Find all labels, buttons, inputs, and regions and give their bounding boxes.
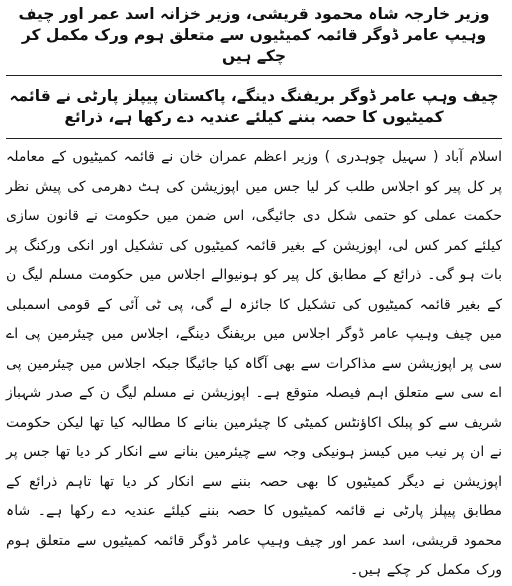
sub-headline: چیف وہپ عامر ڈوگر بریفنگ دینگے، پاکستان پیپلز پارٹی نے قائمہ کمیٹیوں کا حصہ بننے کیلئے عندیہ دے رکھا ہے، ذرائع [9,87,499,126]
divider-line [6,138,502,139]
main-headline: وزیر خارجہ شاہ محمود قریشی، وزیر خزانہ اسد عمر اور چیف وہیپ عامر ڈوگر قائمہ کمیٹیوں سے متعلق ہوم ورک مکمل کر چکے ہیں [18,5,490,65]
article-body: اسلام آباد ( سہیل چوہدری ) وزیر اعظم عمران خان نے قائمہ کمیٹیوں کے معاملہ پر کل پیر کو اجلاس طلب کر لیا جس میں اپوزیشن کی ہٹ دھرمی کی پیش نظر حکمت عملی کو حتمی شکل دی جائیگی، اس ضمن میں حکومت نے قانون سازی کیلئے کمر کس لی، اپوزیشن کے بغیر قائمہ کمیٹیوں کی تشکیل اور انکی ورکنگ پر بات ہو گی۔ ذرائع کے مطابق کل پیر کو ہونیوالے اجلاس میں حکومت مسلم لیگ ن کے بغیر قائمہ کمیٹیوں کی تشکیل کا جائزہ لے گی، پی ٹی آئی کے قومی اسمبلی میں چیف وہیپ عامر ڈوگر اجلاس میں بریفنگ دینگے، اجلاس میں چیئرمین پی اے سی پر اپوزیشن سے مذاکرات سے بھی آگاہ کیا جائیگا جبکہ اجلاس میں چیئرمین پی اے سی سے متعلق اہم فیصلہ متوقع ہے۔ اپوزیشن نے مسلم لیگ ن کے صدر شہباز شریف سے کو پبلک اکاؤنٹس کمیٹی کا چیئرمین بنانے کا مطالبہ کیا تھا لیکن حکومت نے ان پر نیب میں کیسز ہونیکی وجہ سے چیئرمین بنانے سے انکار کر دیا تھا جس پر اپوزیشن نے دیگر کمیٹیوں کا بھی حصہ بننے سے انکار کر دیا تھا تاہم ذرائع کے مطابق پیپلز پارٹی نے قائمہ کمیٹیوں کا حصہ بننے کیلئے عندیہ دے رکھا ہے۔ شاہ محمود قریشی، اسد عمر اور چیف وہیپ عامر ڈوگر قائمہ کمیٹیوں سے متعلق ہوم ورک مکمل کر چکے ہیں۔ [6,149,502,578]
divider-line [6,75,502,76]
